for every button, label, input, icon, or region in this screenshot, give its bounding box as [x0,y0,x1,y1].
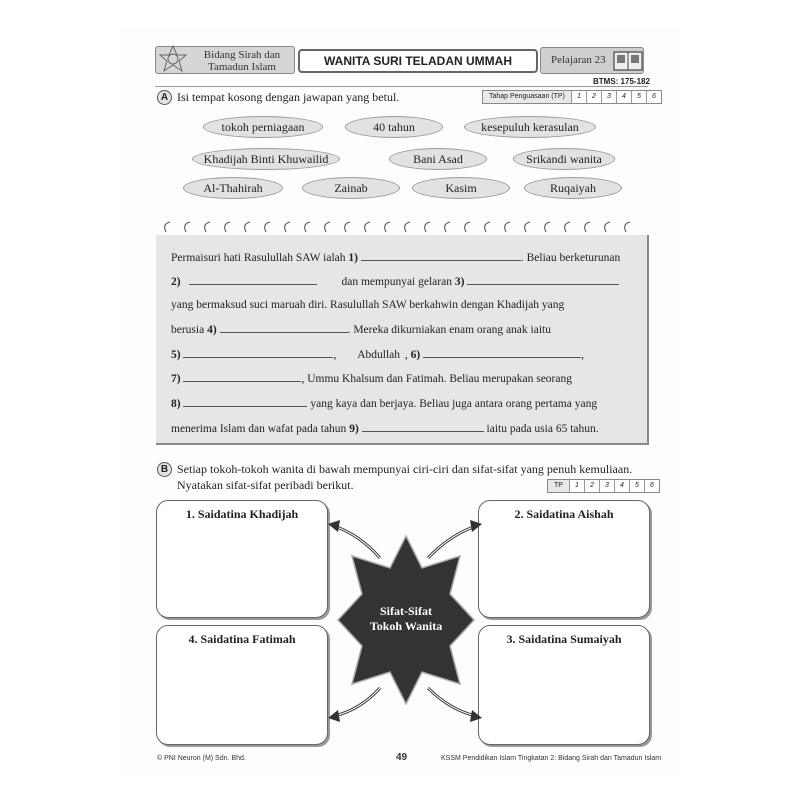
passage-line [171,348,584,361]
tp-level: 4 [614,480,629,492]
passage-line [171,422,599,435]
tp-level: 4 [616,91,631,103]
passage-text: Permaisuri hati Rasulullah SAW ialah [171,252,349,264]
publisher-credit: © PNI Neuron (M) Sdn. Bhd. [157,755,246,762]
tp-level: 2 [584,480,599,492]
answer-box-aishah[interactable] [478,500,650,618]
book-title: KSSM Pendidikan Islam Tingkatan 2: Bidang Sirah dan Tamadun Islam [441,755,662,762]
section-b-instruction-2: Nyatakan sifat-sifat peribadi berikut. [177,478,354,492]
blank-number: 4) [207,324,217,336]
blank-number: 5) [171,349,181,361]
answer-box-sumaiyah[interactable] [478,625,650,745]
answer-blank[interactable] [183,372,301,382]
word-bank-item: Zainab [302,177,400,199]
passage-text: menerima Islam dan wafat pada tahun [171,423,350,435]
passage-line [171,323,551,336]
answer-box-title: 4. Saidatina Fatimah [188,632,296,646]
tp-level: 5 [631,91,646,103]
page-number: 49 [396,752,408,763]
passage-line: yang bermaksud suci maruah diri. Rasulullah SAW berkahwin dengan Khadijah yang [171,299,565,311]
central-label-line: Tokoh Wanita [369,619,443,633]
answer-blank[interactable] [362,422,484,432]
book-icon [613,50,643,72]
section-b-badge: B [157,462,172,477]
answer-blank[interactable] [467,275,619,285]
answer-box-title: 3. Saidatina Sumaiyah [506,632,622,646]
passage-line [171,275,619,288]
tp-level: 5 [629,480,644,492]
word-bank-item: tokoh perniagaan [203,116,323,138]
blank-number: 6) [410,349,421,361]
passage-text: . Beliau berketurunan [520,252,621,264]
section-b-instruction: Setiap tokoh-tokoh wanita di bawah mempunyai ciri-ciri dan sifat-sifat yang penuh kemuliaan. [177,462,633,476]
passage-line [171,397,597,410]
passage-text: berusia [171,324,208,336]
central-label [346,604,466,634]
answer-blank[interactable] [183,348,333,358]
tp-level: 1 [571,91,586,103]
blank-number: 2) [171,276,181,288]
tp-level: 3 [601,91,616,103]
answer-blank[interactable] [189,275,317,285]
passage-text: Abdullah [357,349,401,361]
section-a-badge: A [157,90,172,105]
word-bank-item: Khadijah Binti Khuwailid [192,148,340,170]
domain-label [155,46,295,74]
passage-line [171,251,620,264]
word-bank-item: Ruqaiyah [524,177,622,199]
word-bank-item: Al-Thahirah [183,177,283,199]
answer-blank[interactable] [183,397,307,407]
answer-box-fatimah[interactable] [156,625,328,745]
word-bank-item: Bani Asad [389,148,487,170]
answer-box-title: 2. Saidatina Aishah [514,507,614,521]
btms-reference: BTMS: 175-182 [593,77,650,86]
lesson-label [540,47,644,74]
passage-text: iaitu pada usia 65 tahun. [486,423,599,435]
header-divider [155,86,648,87]
tp-table-a [482,90,662,104]
tp-level: 6 [644,480,659,492]
blank-number: 3) [454,276,465,288]
tp-level: 1 [569,480,584,492]
passage-text: , [581,349,584,361]
tp-label: Tahap Penguasaan (TP) [483,91,571,103]
passage-text: , [404,349,408,361]
passage-text: . Mereka dikurniakan enam orang anak iaitu [347,324,551,336]
ornament-icon [158,44,188,76]
tp-label: TP [548,480,569,492]
passage-text: dan mempunyai gelaran [341,276,455,288]
page-title: WANITA SURI TELADAN UMMAH [298,49,538,73]
word-bank-item: 40 tahun [345,116,443,138]
passage-line [171,372,572,385]
tp-level: 2 [586,91,601,103]
answer-blank[interactable] [220,323,348,333]
passage-text: yang kaya dan berjaya. Beliau juga antara orang pertama yang [310,398,598,410]
tp-table-b [547,479,660,493]
blank-number: 9) [349,423,359,435]
blank-number: 8) [171,398,181,410]
word-bank-item: Srikandi wanita [513,148,615,170]
passage-text: , Ummu Khalsum dan Fatimah. Beliau merupakan seorang [301,373,572,385]
answer-blank[interactable] [361,251,521,261]
word-bank-item: kesepuluh kerasulan [464,116,596,138]
blank-number: 1) [348,252,359,264]
central-label-line: Sifat-Sifat [380,604,432,618]
lesson-number: Pelajaran 23 [551,54,606,66]
answer-box-khadijah[interactable] [156,500,328,618]
answer-box-title: 1. Saidatina Khadijah [185,507,299,521]
section-a-instruction: Isi tempat kosong dengan jawapan yang betul. [177,90,400,104]
tp-level: 6 [646,91,661,103]
domain-label-text: Bidang Sirah dan Tamadun Islam [203,49,281,73]
blank-number: 7) [171,373,181,385]
passage-text: , [333,349,337,361]
word-bank-item: Kasim [412,177,510,199]
tp-level: 3 [599,480,614,492]
answer-blank[interactable] [423,348,581,358]
fill-in-passage [156,235,649,445]
